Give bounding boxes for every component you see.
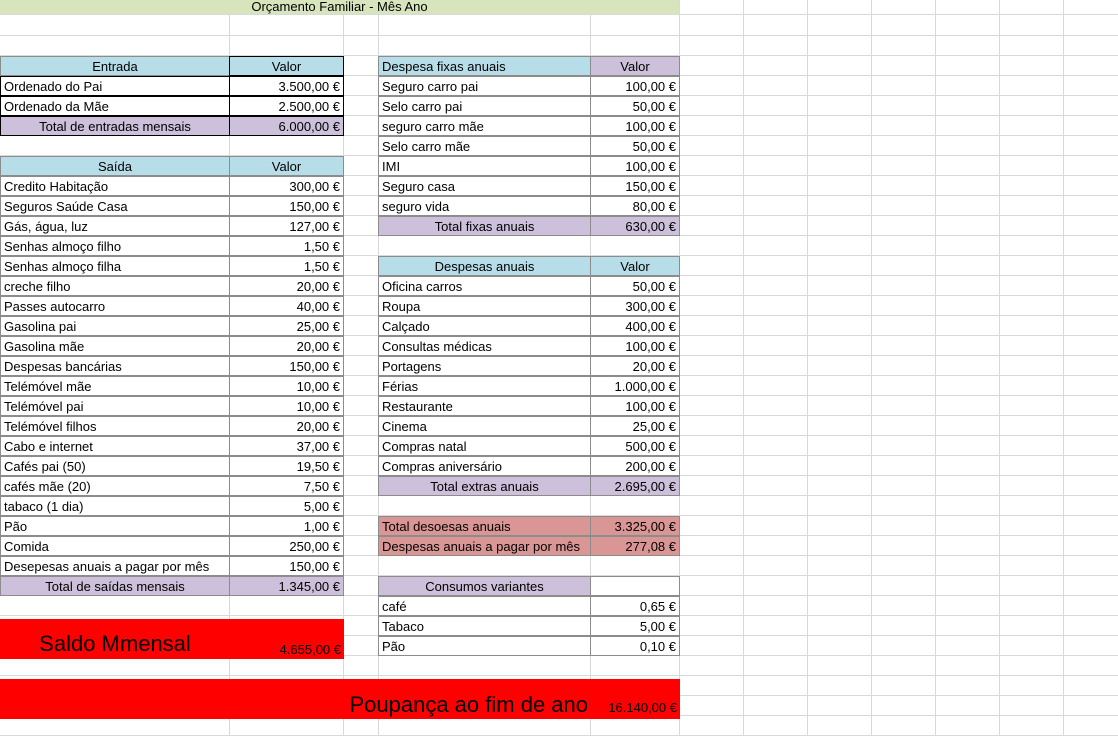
saida-label[interactable]: creche filho xyxy=(0,276,230,296)
saldo-label[interactable]: Saldo Mmensal xyxy=(0,619,230,659)
fixa-label[interactable]: Selo carro mãe xyxy=(378,136,591,156)
saida-label[interactable]: Telémóvel filhos xyxy=(0,416,230,436)
consumo-label[interactable]: Tabaco xyxy=(378,616,591,636)
anual-value[interactable]: 300,00 € xyxy=(590,296,680,316)
saida-value[interactable]: 10,00 € xyxy=(229,376,344,396)
saida-value[interactable]: 19,50 € xyxy=(229,456,344,476)
anual-label[interactable]: Oficina carros xyxy=(378,276,591,296)
fixa-label[interactable]: Seguro casa xyxy=(378,176,591,196)
saida-label[interactable]: Pão xyxy=(0,516,230,536)
saida-value[interactable]: 20,00 € xyxy=(229,276,344,296)
saida-value[interactable]: 150,00 € xyxy=(229,196,344,216)
saida-value[interactable]: 150,00 € xyxy=(229,356,344,376)
fixa-value[interactable]: 80,00 € xyxy=(590,196,680,216)
despesas-mes-label[interactable]: Despesas anuais a pagar por mês xyxy=(378,536,591,556)
saida-label[interactable]: Gasolina pai xyxy=(0,316,230,336)
saldo-value[interactable]: 4.655,00 € xyxy=(229,619,344,659)
anual-label[interactable]: Compras natal xyxy=(378,436,591,456)
anual-value[interactable]: 25,00 € xyxy=(590,416,680,436)
entradas-total-label[interactable]: Total de entradas mensais xyxy=(0,116,230,136)
fixa-label[interactable]: Selo carro pai xyxy=(378,96,591,116)
anual-label[interactable]: Férias xyxy=(378,376,591,396)
consumo-value[interactable]: 0,10 € xyxy=(590,636,680,656)
saida-label[interactable]: Despesas bancárias xyxy=(0,356,230,376)
saida-value[interactable]: 7,50 € xyxy=(229,476,344,496)
anuais-total-value[interactable]: 2.695,00 € xyxy=(590,476,680,496)
entrada-value[interactable]: 3.500,00 € xyxy=(229,76,344,96)
entradas-header[interactable]: Entrada xyxy=(0,56,230,76)
anual-label[interactable]: Portagens xyxy=(378,356,591,376)
fixa-label[interactable]: IMI xyxy=(378,156,591,176)
anual-value[interactable]: 20,00 € xyxy=(590,356,680,376)
saida-label[interactable]: Seguros Saúde Casa xyxy=(0,196,230,216)
saida-label[interactable]: Telémóvel pai xyxy=(0,396,230,416)
fixa-value[interactable]: 150,00 € xyxy=(590,176,680,196)
anual-label[interactable]: Compras aniversário xyxy=(378,456,591,476)
fixa-value[interactable]: 50,00 € xyxy=(590,96,680,116)
saidas-value-header[interactable]: Valor xyxy=(229,156,344,176)
anual-value[interactable]: 200,00 € xyxy=(590,456,680,476)
saida-label[interactable]: Telémóvel mãe xyxy=(0,376,230,396)
saida-label[interactable]: Senhas almoço filho xyxy=(0,236,230,256)
anual-label[interactable]: Restaurante xyxy=(378,396,591,416)
saida-label[interactable]: Gás, água, luz xyxy=(0,216,230,236)
saida-value[interactable]: 1,00 € xyxy=(229,516,344,536)
saida-label[interactable]: Cafés pai (50) xyxy=(0,456,230,476)
saida-value[interactable]: 1,50 € xyxy=(229,236,344,256)
saida-label[interactable]: tabaco (1 dia) xyxy=(0,496,230,516)
saida-value[interactable]: 1,50 € xyxy=(229,256,344,276)
fixa-value[interactable]: 100,00 € xyxy=(590,76,680,96)
consumo-value[interactable]: 0,65 € xyxy=(590,596,680,616)
fixas-total-value[interactable]: 630,00 € xyxy=(590,216,680,236)
saidas-total-label[interactable]: Total de saídas mensais xyxy=(0,576,230,596)
poupanca-value[interactable]: 16.140,00 € xyxy=(590,679,680,719)
saida-label[interactable]: Comida xyxy=(0,536,230,556)
entradas-total-value[interactable]: 6.000,00 € xyxy=(229,116,344,136)
saida-value[interactable]: 150,00 € xyxy=(229,556,344,576)
fixas-header[interactable]: Despesa fixas anuais xyxy=(378,56,591,76)
anual-value[interactable]: 400,00 € xyxy=(590,316,680,336)
saida-value[interactable]: 25,00 € xyxy=(229,316,344,336)
anual-value[interactable]: 1.000,00 € xyxy=(590,376,680,396)
entrada-value[interactable]: 2.500,00 € xyxy=(229,96,344,116)
anuais-total-label[interactable]: Total extras anuais xyxy=(378,476,591,496)
anual-value[interactable]: 100,00 € xyxy=(590,396,680,416)
fixas-total-label[interactable]: Total fixas anuais xyxy=(378,216,591,236)
fixa-label[interactable]: Seguro carro pai xyxy=(378,76,591,96)
fixa-label[interactable]: seguro carro mãe xyxy=(378,116,591,136)
fixa-value[interactable]: 100,00 € xyxy=(590,156,680,176)
saida-value[interactable]: 37,00 € xyxy=(229,436,344,456)
fixa-label[interactable]: seguro vida xyxy=(378,196,591,216)
fixa-value[interactable]: 50,00 € xyxy=(590,136,680,156)
saida-value[interactable]: 20,00 € xyxy=(229,416,344,436)
anual-label[interactable]: Consultas médicas xyxy=(378,336,591,356)
saida-value[interactable]: 127,00 € xyxy=(229,216,344,236)
anual-value[interactable]: 50,00 € xyxy=(590,276,680,296)
consumos-header-empty[interactable] xyxy=(590,576,680,596)
entradas-value-header[interactable]: Valor xyxy=(229,56,344,76)
saida-value[interactable]: 10,00 € xyxy=(229,396,344,416)
entrada-label[interactable]: Ordenado do Pai xyxy=(0,76,230,96)
consumos-header[interactable]: Consumos variantes xyxy=(378,576,591,596)
saida-label[interactable]: Credito Habitação xyxy=(0,176,230,196)
anual-value[interactable]: 500,00 € xyxy=(590,436,680,456)
saida-value[interactable]: 250,00 € xyxy=(229,536,344,556)
anuais-header[interactable]: Despesas anuais xyxy=(378,256,591,276)
consumo-label[interactable]: Pão xyxy=(378,636,591,656)
saida-value[interactable]: 5,00 € xyxy=(229,496,344,516)
anual-label[interactable]: Cinema xyxy=(378,416,591,436)
fixas-value-header[interactable]: Valor xyxy=(590,56,680,76)
entrada-label[interactable]: Ordenado da Mãe xyxy=(0,96,230,116)
fixa-value[interactable]: 100,00 € xyxy=(590,116,680,136)
saidas-header[interactable]: Saída xyxy=(0,156,230,176)
saida-value[interactable]: 20,00 € xyxy=(229,336,344,356)
saida-label[interactable]: Gasolina mãe xyxy=(0,336,230,356)
saida-label[interactable]: Senhas almoço filha xyxy=(0,256,230,276)
saida-label[interactable]: cafés mãe (20) xyxy=(0,476,230,496)
anual-label[interactable]: Roupa xyxy=(378,296,591,316)
saida-label[interactable]: Desepesas anuais a pagar por mês xyxy=(0,556,230,576)
anual-label[interactable]: Calçado xyxy=(378,316,591,336)
consumo-value[interactable]: 5,00 € xyxy=(590,616,680,636)
saida-label[interactable]: Passes autocarro xyxy=(0,296,230,316)
despesas-mes-value[interactable]: 277,08 € xyxy=(590,536,680,556)
anual-value[interactable]: 100,00 € xyxy=(590,336,680,356)
total-despesas-anuais-label[interactable]: Total desoesas anuais xyxy=(378,516,591,536)
saidas-total-value[interactable]: 1.345,00 € xyxy=(229,576,344,596)
consumo-label[interactable]: café xyxy=(378,596,591,616)
anuais-value-header[interactable]: Valor xyxy=(590,256,680,276)
poupanca-label[interactable]: Poupança ao fim de ano xyxy=(0,679,591,719)
total-despesas-anuais-value[interactable]: 3.325,00 € xyxy=(590,516,680,536)
sheet-title[interactable]: Orçamento Familiar - Mês Ano xyxy=(0,0,679,14)
saida-value[interactable]: 40,00 € xyxy=(229,296,344,316)
saida-label[interactable]: Cabo e internet xyxy=(0,436,230,456)
saida-value[interactable]: 300,00 € xyxy=(229,176,344,196)
